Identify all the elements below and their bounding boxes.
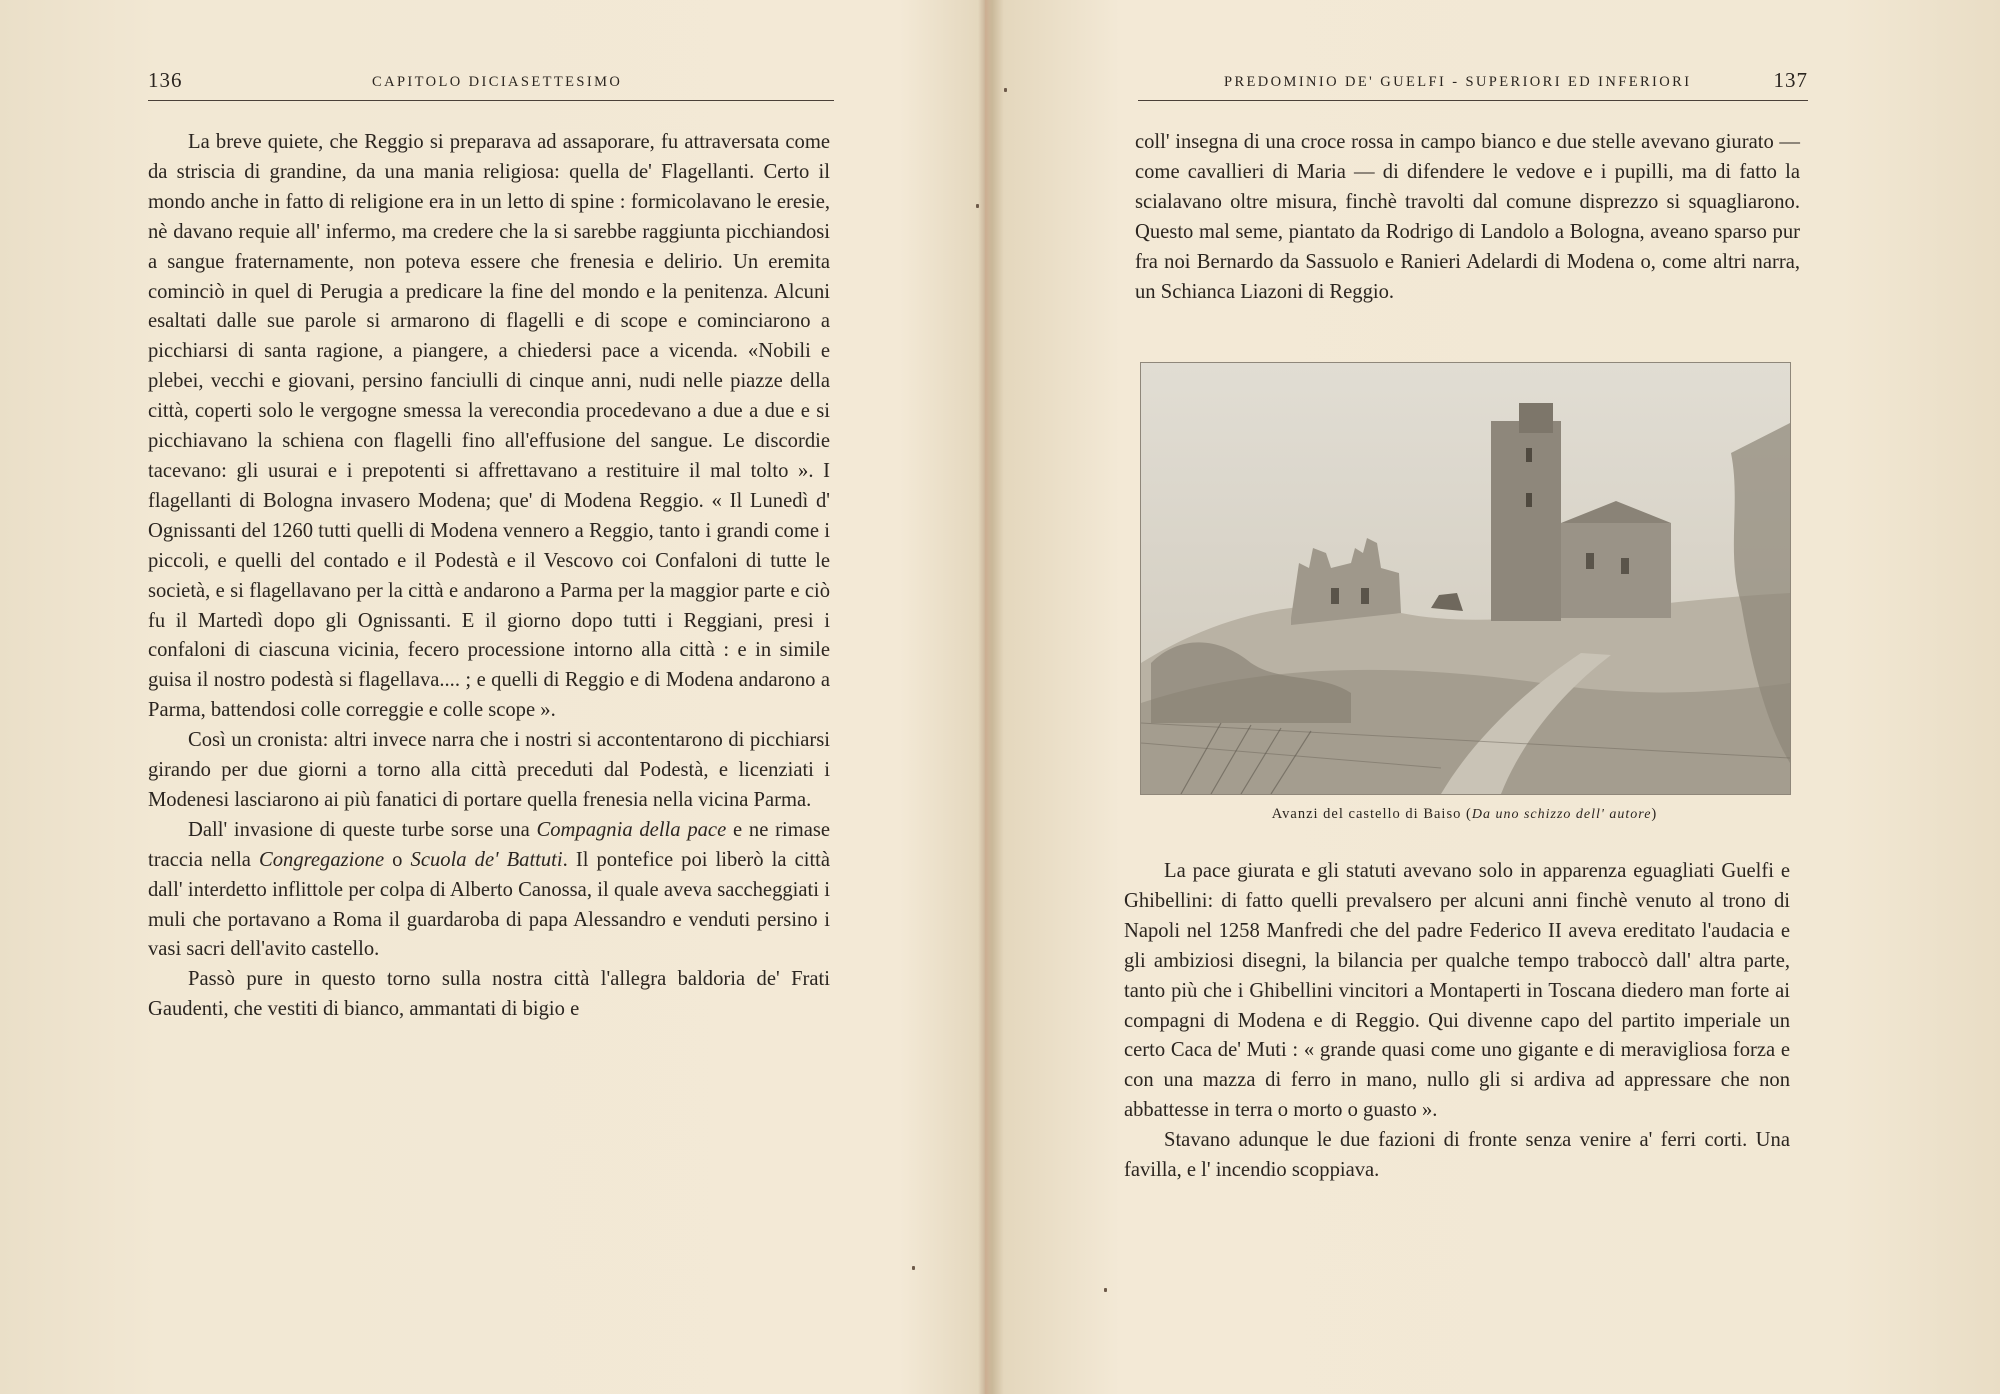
caption-text: Avanzi del castello di Baiso <box>1271 806 1462 822</box>
right-top-text <box>1135 128 1800 307</box>
right-page <box>992 0 2000 1394</box>
paragraph: La breve quiete, che Reggio si preparava ad assaporare, fu attraversata come da striscia di grandine, da una mania religiosa: quella de' Flagellanti. Certo il mondo anche in fatto di religione era in un letto di spine : formicolavano le eresie, nè davano requie all' infermo, ma credere che la si sarebbe raggiunta picchiandosi a sangue fraternamente, non poteva essere che frenesia e delirio. Un eremita cominciò in quel di Perugia a predicare la fine del mondo e la penitenza. Alcuni esaltati dalle sue parole si armarono di flagelli e di scope e cominciarono a picchiarsi di santa ragione, a piangere, a chiedersi pace a vicenda. «Nobili e plebei, vecchi e giovani, persino fanciulli di cinque anni, nudi nelle piazze della città, coperti solo le vergogne smessa la verecondia procedevano a due a due e si picchiavano la schiena con flagelli fino all'effusione del sangue. Le discordie tacevano: gli usurai e i prepotenti si affrettavano a restituire il mal tolto ». I flagellanti di Bologna invasero Modena; que' di Modena Reggio. « Il Lunedì d' Ognissanti del 1260 tutti quelli di Modena vennero a Reggio, tanto i grandi come i piccoli, e quelli del contado e il Podestà e il Vescovo coi Confaloni di tutte le società, e si flagellavano per la città e andarono a Parma per la maggior parte e ciò fu il Martedì dopo gli Ognissanti. E il giorno dopo tutti i Reggiani, presi i confaloni di ciascuna vicinia, fecero processione intorno alla città : e in simile guisa il nostro podestà si flagellava.... ; e quelli di Reggio e di Modena andarono a Parma, battendosi colle correggie e colle scope ». <box>148 131 830 722</box>
paper-speck <box>1004 88 1007 92</box>
left-running-title: CAPITOLO DICIASETTESIMO <box>372 74 623 90</box>
paragraph: Passò pure in questo torno sulla nostra città l'allegra baldoria de' Frati Gaudenti, che vestiti di bianco, ammantati di bigio e <box>148 968 830 1021</box>
castle-sketch-illustration <box>1140 362 1791 795</box>
paper-speck <box>976 204 979 208</box>
text-run: Dall' invasione di queste turbe sorse una <box>188 818 537 841</box>
paragraph <box>148 816 830 966</box>
italic-term: Scuola de' Battuti <box>410 848 563 871</box>
right-bottom-text <box>1124 857 1790 1186</box>
book-gutter <box>978 0 992 1394</box>
castle-sketch-drawing <box>1141 363 1790 794</box>
paper-speck <box>1104 1288 1107 1292</box>
italic-term: Compagnia della pace <box>536 818 727 841</box>
right-page-number: 137 <box>1773 68 1808 92</box>
text-run: o <box>384 848 411 871</box>
right-running-title: PREDOMINIO DE' GUELFI - SUPERIORI ED INFERIORI <box>1224 74 1692 90</box>
figure-caption: Avanzi del castello di Baiso (Da uno schizzo dell' autore) <box>1271 806 1658 822</box>
left-running-head <box>148 66 834 101</box>
text-run: e ne rimase traccia nella <box>148 818 831 871</box>
paper-speck <box>912 1266 915 1270</box>
left-page <box>0 0 978 1394</box>
caption-credit: Da uno schizzo dell' autore <box>1471 807 1652 822</box>
paragraph: Stavano adunque le due fazioni di fronte senza venire a' ferri corti. Una favilla, e l' incendio scoppiava. <box>1124 1129 1790 1182</box>
left-page-number: 136 <box>148 68 183 92</box>
paragraph: La pace giurata e gli statuti avevano solo in apparenza eguagliati Guelfi e Ghibellini: di fatto quelli prevalsero per alcuni anni finchè venuto al trono di Napoli nel 1258 Manfredi che del padre Federico II aveva ereditato l'audacia e gli ambiziosi disegni, la bilancia per qualche tempo traboccò dall' altra parte, tanto più che i Ghibellini vincitori a Montaperti in Toscana diedero man forte ai compagni di Modena e di Reggio. Qui divenne capo del partito imperiale un certo Caca de' Muti : « grande quasi come uno gigante e di meravigliosa forza e con una mazza di ferro in mano, nullo gli si ardiva ad appressare che non abbattesse in terra o morto o guasto ». <box>1124 860 1790 1122</box>
left-body-text <box>148 128 830 1025</box>
italic-term: Congregazione <box>259 848 385 871</box>
paragraph: coll' insegna di una croce rossa in campo bianco e due stelle avevano giurato — come cavallieri di Maria — di difendere le vedove e i pupilli, ma di fatto la scialavano oltre misura, finchè travolti dal comune disprezzo si squagliarono. Questo mal seme, piantato da Rodrigo di Landolo a Bologna, aveano sparso pur fra noi Bernardo da Sassuolo e Ranieri Adelardi di Modena o, come altri narra, un Schianca Liazoni di Reggio. <box>1135 131 1800 303</box>
right-running-head <box>1138 66 1808 101</box>
paragraph: Così un cronista: altri invece narra che i nostri si accontentarono di picchiarsi girando per due giorni a torno alla città preceduti dal Podestà, e licenziati i Modenesi lasciarono ai più fanatici di portare quella frenesia nella vicina Parma. <box>148 729 830 811</box>
text-run: . Il pontefice poi liberò la città dall' interdetto inflittole per colpa di Alberto Canossa, il quale aveva saccheggiati i muli che portavano a Roma il guardaroba di papa Alessandro e venduti persino i vasi sacri dell'avito castello. <box>148 848 831 961</box>
